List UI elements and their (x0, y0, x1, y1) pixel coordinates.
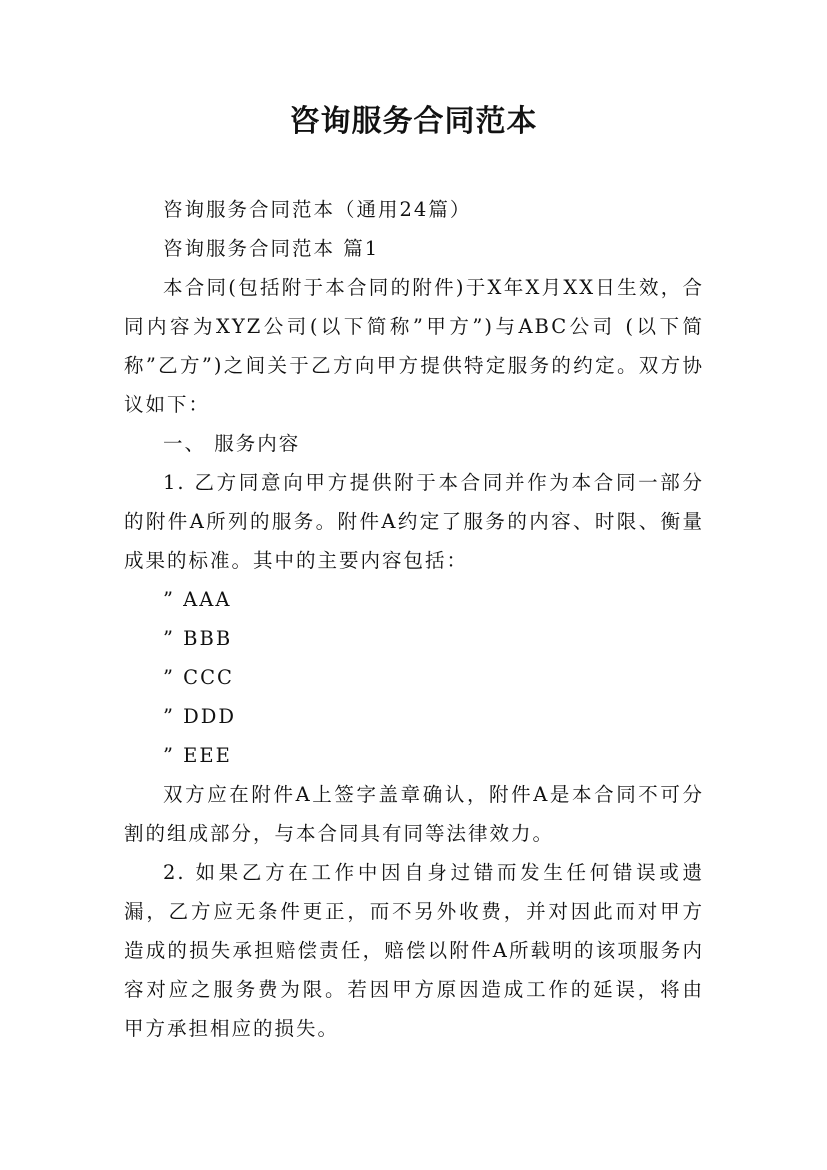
paragraph-clause-1: 1. 乙方同意向甲方提供附于本合同并作为本合同一部分的附件A所列的服务。附件A约定了服务的内容、时限、衡量成果的标准。其中的主要内容包括： (124, 471, 704, 572)
paragraph-annex-confirmation: 双方应在附件A上签字盖章确认，附件A是本合同不可分割的组成部分，与本合同具有同等法律效力。 (124, 783, 704, 845)
list-item: ” DDD (163, 705, 237, 728)
paragraph-section-heading: 咨询服务合同范本 篇1 (163, 237, 380, 260)
list-item: ” AAA (163, 588, 232, 611)
list-item: ” BBB (163, 627, 233, 650)
list-item: ” CCC (163, 666, 234, 689)
document-body (124, 190, 704, 1048)
paragraph-intro: 本合同(包括附于本合同的附件)于X年X月XX日生效，合同内容为XYZ公司(以下简称”甲方”)与ABC公司 (以下简称”乙方”)之间关于乙方向甲方提供特定服务的约定。双方协议如下： (124, 276, 704, 416)
list-item: ” EEE (163, 744, 232, 767)
document-title: 咨询服务合同范本 (289, 104, 538, 139)
paragraph-clause-heading: 一、 服务内容 (163, 432, 301, 455)
paragraph-subtitle: 咨询服务合同范本（通用24篇） (163, 198, 472, 221)
paragraph-clause-2: 2. 如果乙方在工作中因自身过错而发生任何错误或遗漏，乙方应无条件更正，而不另外收费，并对因此而对甲方造成的损失承担赔偿责任，赔偿以附件A所载明的该项服务内容对应之服务费为限。若因甲方原因造成工作的延误，将由甲方承担相应的损失。 (124, 861, 704, 1040)
